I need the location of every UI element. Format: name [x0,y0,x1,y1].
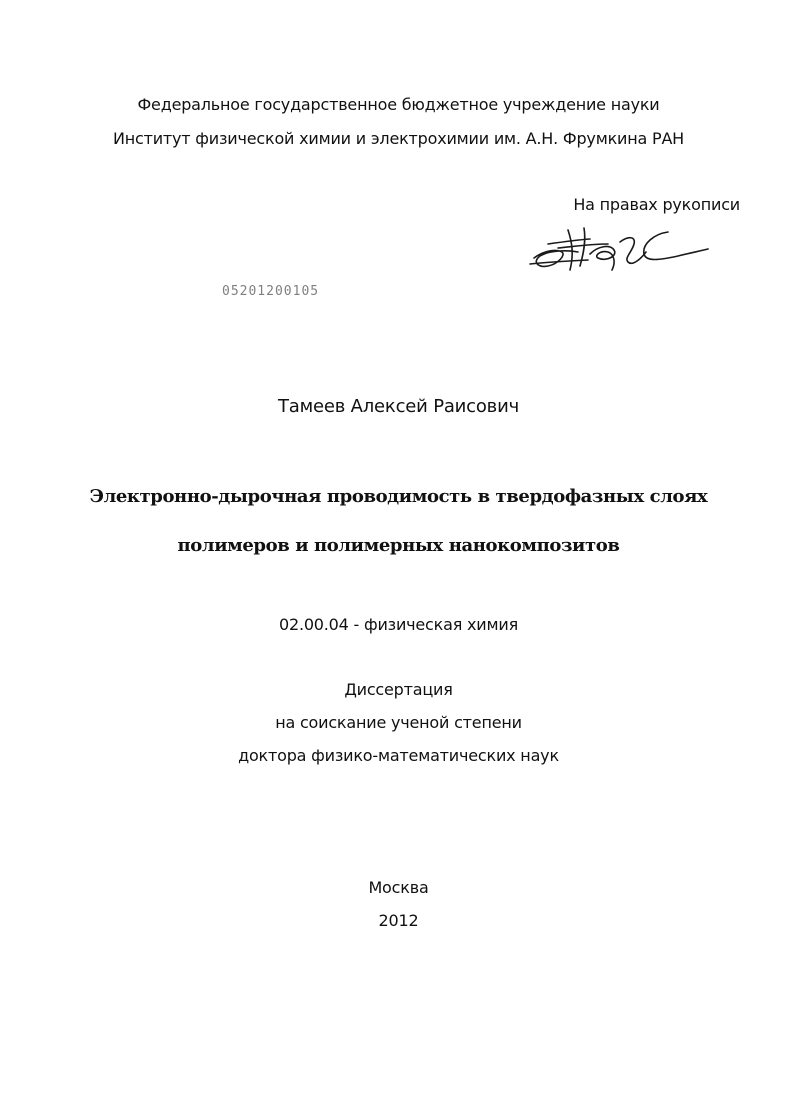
institute-name: Институт физической химии и электрохимии им. А.Н. Фрумкина РАН [112,129,685,148]
registration-number: 05201200105 [222,284,320,299]
specialty-code: 02.00.04 - физическая химия [278,615,518,634]
manuscript-rights-note: На правах рукописи [573,195,740,214]
degree-name: доктора физико-математических наук [238,746,559,765]
document-type: Диссертация [344,680,453,699]
dissertation-title-line-1: Электронно-дырочная проводимость в твердофазных слоях [89,486,708,507]
city: Москва [368,878,429,897]
handwritten-signature [528,222,713,277]
dissertation-title-line-2: полимеров и полимерных нанокомпозитов [177,535,620,556]
author-name: Тамеев Алексей Раисович [277,396,520,417]
degree-purpose: на соискание ученой степени [275,713,522,732]
year: 2012 [378,911,419,930]
organization-name: Федеральное государственное бюджетное учреждение науки [137,95,660,114]
